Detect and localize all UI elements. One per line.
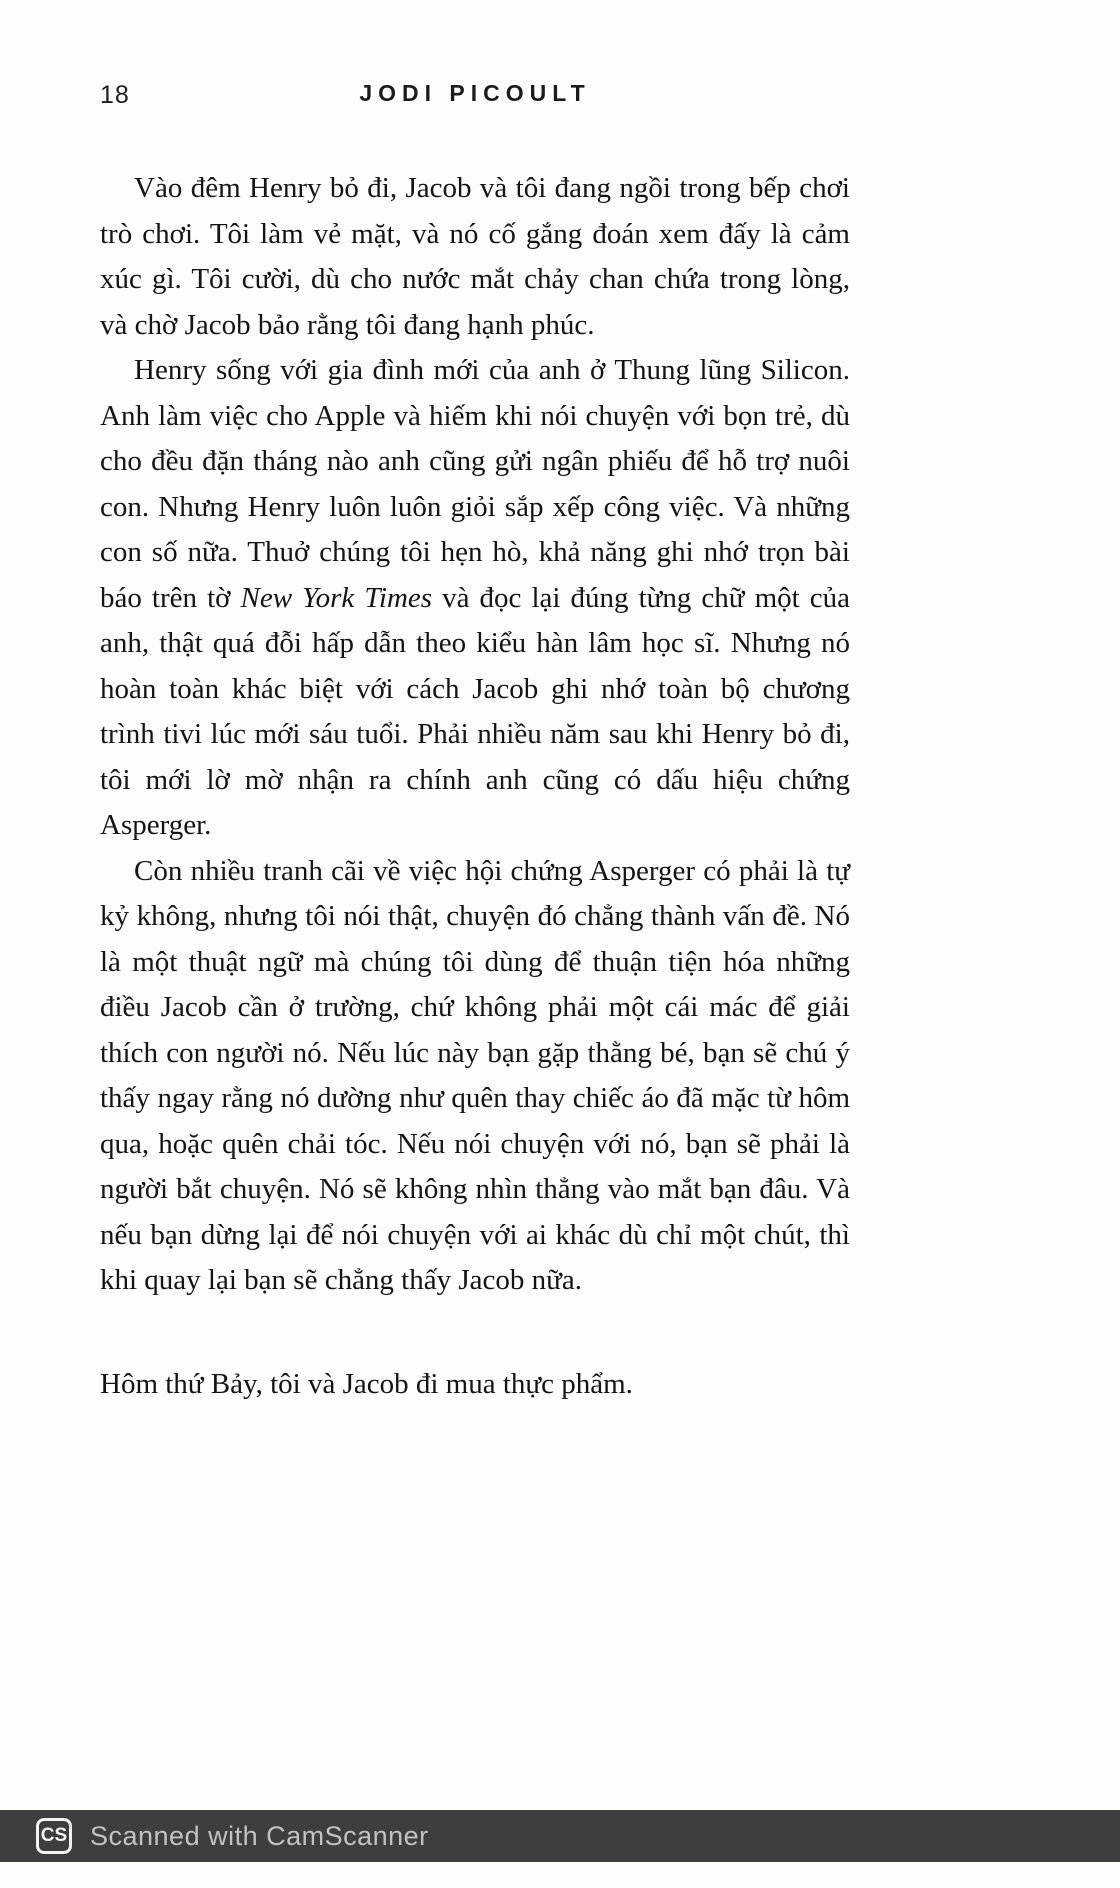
body-text bbox=[100, 166, 850, 1407]
paragraph bbox=[100, 348, 850, 849]
paragraph-text: Còn nhiều tranh cãi về việc hội chứng Asperger có phải là tự kỷ không, nhưng tôi nói thật, chuyện đó chẳng thành vấn đề. Nó là một thuật ngữ mà chúng tôi dùng để thuận tiện hóa những điều Jacob cần ở trường, chứ không phải một cái mác để giải thích con người nó. Nếu lúc này bạn gặp thằng bé, bạn sẽ chú ý thấy ngay rằng nó dường như quên thay chiếc áo đã mặc từ hôm qua, hoặc quên chải tóc. Nếu nói chuyện với nó, bạn sẽ phải là người bắt chuyện. Nó sẽ không nhìn thẳng vào mắt bạn đâu. Và nếu bạn dừng lại để nói chuyện với ai khác dù chỉ một chút, thì khi quay lại bạn sẽ chẳng thấy Jacob nữa. bbox=[100, 854, 850, 1296]
italic-text: New York Times bbox=[240, 581, 433, 614]
page-header bbox=[100, 80, 850, 107]
paragraph bbox=[100, 849, 850, 1304]
paragraph bbox=[100, 166, 850, 348]
paragraph-text: Henry sống với gia đình mới của anh ở Thung lũng Silicon. Anh làm việc cho Apple và hiếm khi nói chuyện với bọn trẻ, dù cho đều đặn tháng nào anh cũng gửi ngân phiếu để hỗ trợ nuôi con. Nhưng Henry luôn luôn giỏi sắp xếp công việc. Và những con số nữa. Thuở chúng tôi hẹn hò, khả năng ghi nhớ trọn bài báo trên tờ bbox=[100, 354, 850, 614]
paragraph-text: Hôm thứ Bảy, tôi và Jacob đi mua thực phẩm. bbox=[100, 1367, 633, 1400]
paragraph bbox=[100, 1362, 850, 1408]
camscanner-watermark-text: Scanned with CamScanner bbox=[90, 1820, 429, 1851]
running-title: JODI PICOULT bbox=[359, 80, 591, 106]
camscanner-logo-icon: CS bbox=[36, 1818, 72, 1854]
page-number: 18 bbox=[100, 81, 130, 109]
paragraph-text: và đọc lại đúng từng chữ một của anh, thật quá đỗi hấp dẫn theo kiểu hàn lâm học sĩ. Nhưng nó hoàn toàn khác biệt với cách Jacob ghi nhớ toàn bộ chương trình tivi lúc mới sáu tuổi. Phải nhiều năm sau khi Henry bỏ đi, tôi mới lờ mờ nhận ra chính anh cũng có dấu hiệu chứng Asperger. bbox=[100, 581, 850, 841]
camscanner-watermark-bar bbox=[0, 1810, 1120, 1862]
paragraph-text: Vào đêm Henry bỏ đi, Jacob và tôi đang ngồi trong bếp chơi trò chơi. Tôi làm vẻ mặt, và nó cố gắng đoán xem đấy là cảm xúc gì. Tôi cười, dù cho nước mắt chảy chan chứa trong lòng, và chờ Jacob bảo rằng tôi đang hạnh phúc. bbox=[100, 172, 850, 341]
